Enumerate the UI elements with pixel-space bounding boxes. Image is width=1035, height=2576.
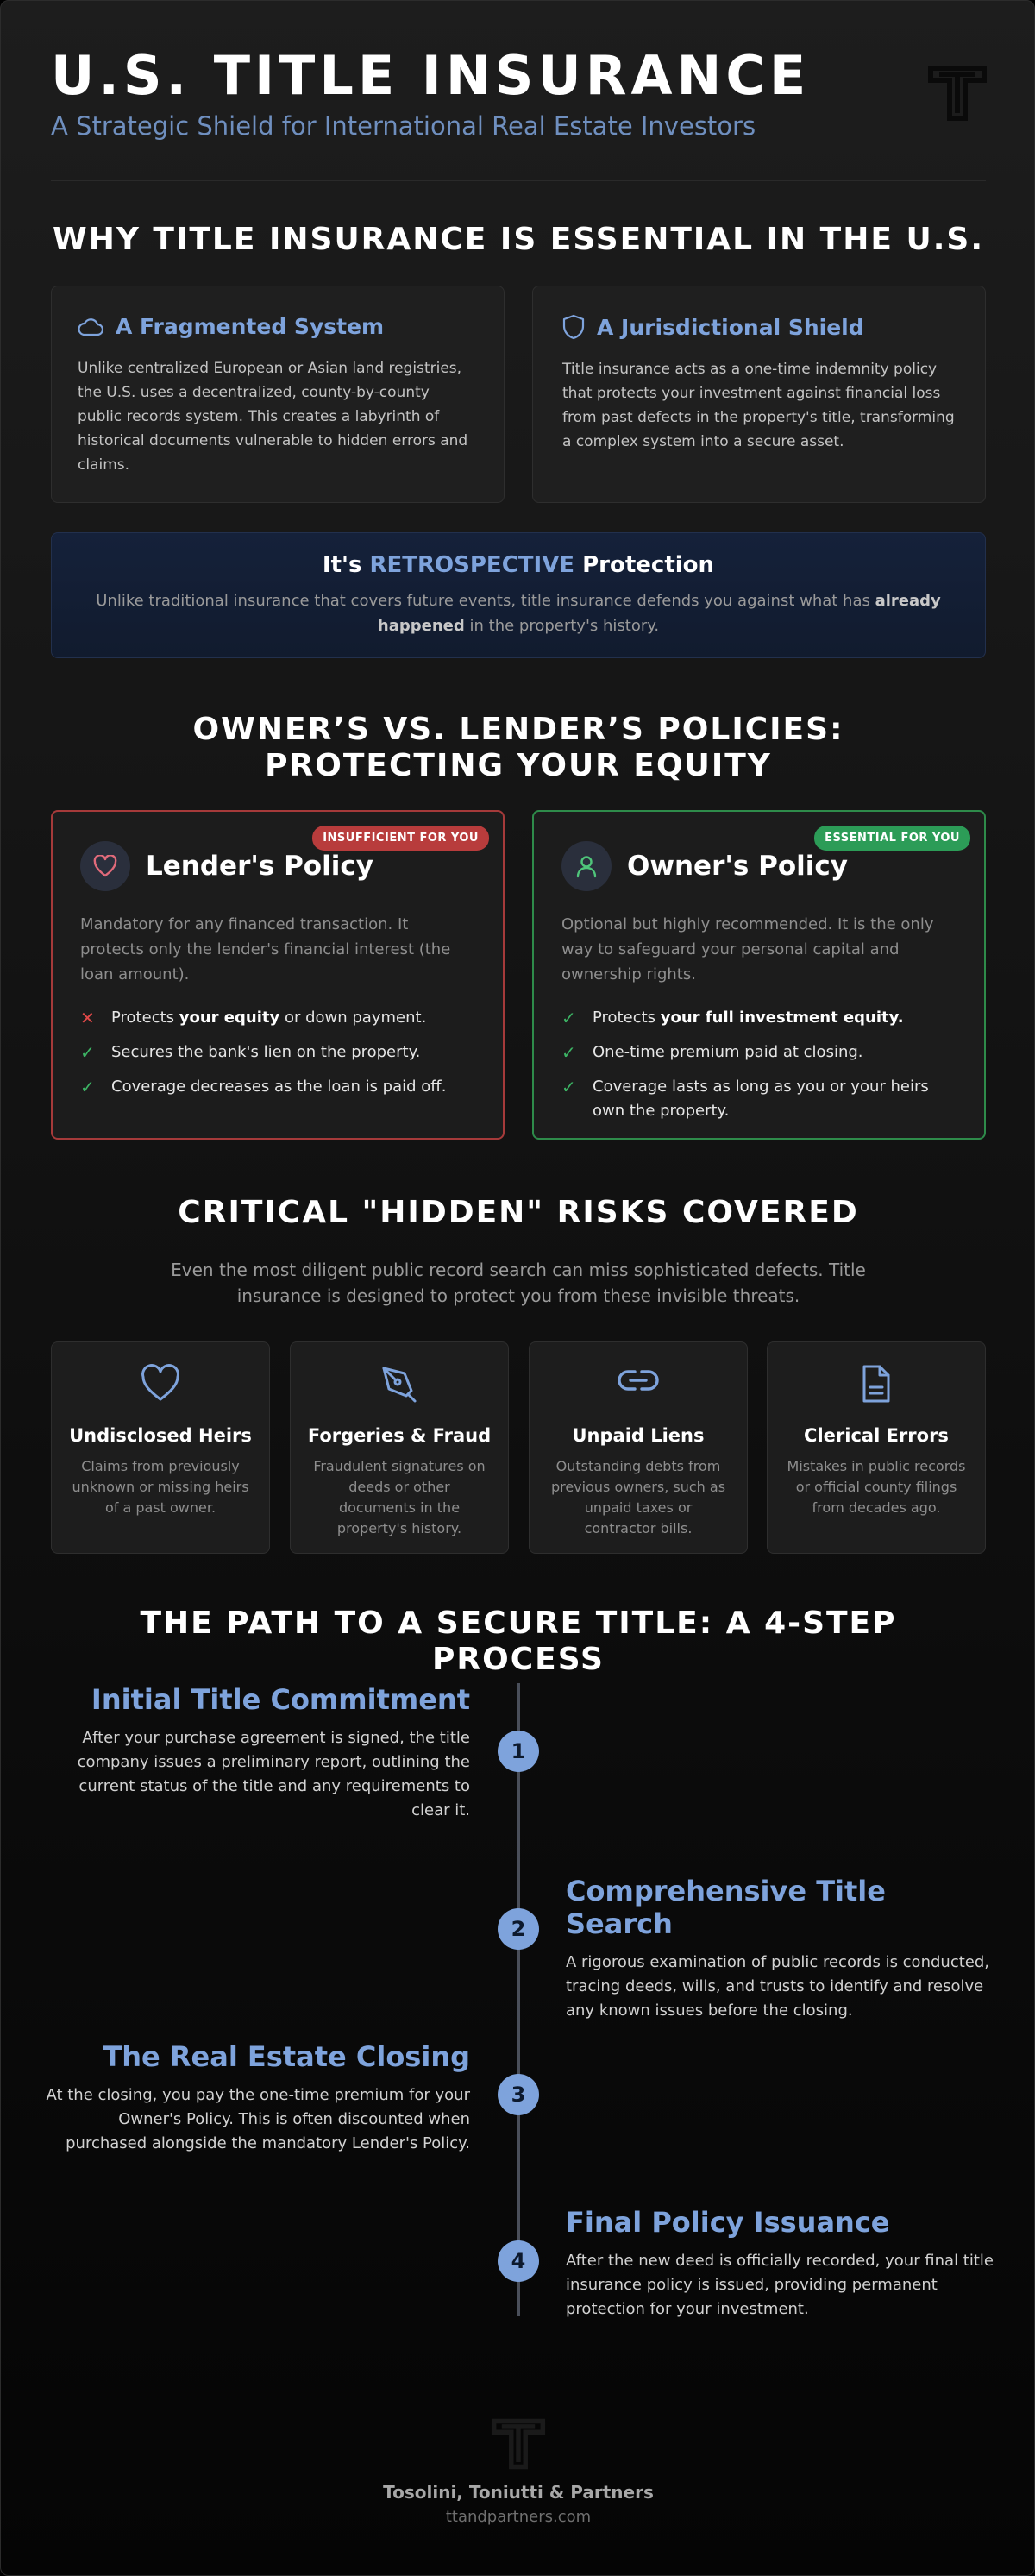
risk-title: Unpaid Liens xyxy=(572,1425,705,1446)
risk-text: Claims from previously unknown or missing heirs of a past owner. xyxy=(72,1458,249,1516)
step-3 xyxy=(41,2040,470,2156)
tt-monogram-logo xyxy=(927,63,988,123)
callout-text: Unlike traditional insurance that covers future events, title insurance defends you against what has already happened in the property's history. xyxy=(96,592,941,635)
step-text: After the new deed is officially recorded, your final title insurance policy is issued, providing permanent protection for your investment. xyxy=(566,2252,994,2318)
card-title: A Jurisdictional Shield xyxy=(597,314,864,340)
risk-card-liens xyxy=(529,1341,748,1554)
owner-feature-list xyxy=(561,1006,957,1123)
card-jurisdictional-shield xyxy=(532,286,986,503)
step-number-3: 3 xyxy=(498,2074,539,2115)
divider xyxy=(51,180,986,181)
step-number-2: 2 xyxy=(498,1908,539,1950)
pen-nib-icon xyxy=(379,1363,420,1404)
x-icon: ✕ xyxy=(80,1008,95,1028)
lender-policy-card xyxy=(51,810,505,1140)
list-item: ✕ Protects your equity or down payment. xyxy=(80,1008,427,1028)
step-number-1: 1 xyxy=(498,1731,539,1772)
card-text: Title insurance acts as a one-time indemnity policy that protects your investment against financial loss from past defects in the property's title, transforming a complex system into a secure asset. xyxy=(562,361,955,450)
step-text: At the closing, you pay the one-time premium for your Owner's Policy. This is often discounted when purchased alongside the mandatory Lender's Policy. xyxy=(46,2086,470,2152)
heart-icon xyxy=(80,841,130,891)
step-title: Initial Title Commitment xyxy=(91,1683,470,1716)
list-item: ✓ One-time premium paid at closing. xyxy=(561,1042,863,1063)
step-1 xyxy=(41,1683,470,1823)
header xyxy=(51,44,988,182)
step-title: The Real Estate Closing xyxy=(103,2040,470,2073)
check-icon: ✓ xyxy=(80,1077,95,1097)
check-icon: ✓ xyxy=(80,1042,95,1063)
risk-text: Fraudulent signatures on deeds or other documents in the property's history. xyxy=(313,1458,486,1536)
list-item: ✓ Coverage decreases as the loan is paid off. xyxy=(80,1077,447,1097)
timeline-line xyxy=(518,1683,520,2316)
section-title-policies: OWNER’S VS. LENDER’S POLICIES: PROTECTING YOUR EQUITY xyxy=(192,712,844,783)
risk-card-forgeries xyxy=(290,1341,509,1554)
retrospective-callout xyxy=(51,532,986,658)
owner-policy-card xyxy=(532,810,986,1140)
list-item: ✓ Secures the bank's lien on the property. xyxy=(80,1042,421,1063)
section-title-process: THE PATH TO A SECURE TITLE: A 4-STEP PROCESS xyxy=(140,1605,897,1677)
page-title: U.S. TITLE INSURANCE xyxy=(51,44,811,107)
risk-text: Outstanding debts from previous owners, such as unpaid taxes or contractor bills. xyxy=(550,1458,726,1536)
step-text: After your purchase agreement is signed, the title company issues a preliminary report, outlining the current status of the title and any requirements to clear it. xyxy=(77,1729,470,1819)
check-icon: ✓ xyxy=(561,1008,576,1028)
risks-intro: Even the most diligent public record search can miss sophisticated defects. Title insurance is designed to protect you from these invisible threats. xyxy=(171,1260,866,1306)
step-number-4: 4 xyxy=(498,2240,539,2282)
company-website-link[interactable]: ttandpartners.com xyxy=(445,2508,592,2526)
company-name: Tosolini, Toniutti & Partners xyxy=(383,2482,654,2503)
risk-text: Mistakes in public records or official county filings from decades ago. xyxy=(787,1458,966,1516)
step-text: A rigorous examination of public records is conducted, tracing deeds, wills, and trusts to identify and resolve any known issues before the closing. xyxy=(566,1953,989,2020)
check-icon: ✓ xyxy=(561,1042,576,1063)
step-2 xyxy=(566,1875,995,2023)
policy-description: Optional but highly recommended. It is the only way to safeguard your personal capital and ownership rights. xyxy=(561,915,934,983)
risk-card-clerical xyxy=(767,1341,986,1554)
card-text: Unlike centralized European or Asian land registries, the U.S. uses a decentralized, county-by-county public records system. This creates a labyrinth of historical documents vulnerable to hidden errors and claims. xyxy=(78,360,468,474)
check-icon: ✓ xyxy=(561,1077,576,1097)
step-title: Final Policy Issuance xyxy=(566,2206,890,2239)
step-4 xyxy=(566,2206,995,2322)
user-icon xyxy=(561,841,612,891)
section-title-why: WHY TITLE INSURANCE IS ESSENTIAL IN THE U.S. xyxy=(52,222,985,257)
section-title-risks: CRITICAL "HIDDEN" RISKS COVERED xyxy=(178,1195,859,1230)
link-icon xyxy=(616,1363,661,1398)
risk-title: Undisclosed Heirs xyxy=(69,1425,252,1446)
risk-card-heirs xyxy=(51,1341,270,1554)
step-title: Comprehensive Title Search xyxy=(566,1875,886,1940)
document-icon xyxy=(859,1363,894,1404)
policy-title: Lender's Policy xyxy=(146,851,373,882)
risk-title: Forgeries & Fraud xyxy=(307,1425,492,1446)
card-fragmented-system xyxy=(51,286,505,503)
risk-title: Clerical Errors xyxy=(804,1425,949,1446)
card-title: A Fragmented System xyxy=(116,314,385,339)
tt-monogram-logo xyxy=(491,2416,546,2472)
callout-title: It's RETROSPECTIVE Protection xyxy=(322,552,715,578)
policy-description: Mandatory for any financed transaction. It protects only the lender's financial interest (the loan amount). xyxy=(80,915,451,983)
list-item: ✓ Protects your full investment equity. xyxy=(561,1008,904,1028)
essential-badge: ESSENTIAL FOR YOU xyxy=(814,826,970,851)
insufficient-badge: INSUFFICIENT FOR YOU xyxy=(312,826,489,851)
policy-title: Owner's Policy xyxy=(627,851,848,882)
list-item: ✓ Coverage lasts as long as you or your heirs own the property. xyxy=(561,1077,929,1120)
shield-icon xyxy=(562,314,585,340)
page-subtitle: A Strategic Shield for International Real Estate Investors xyxy=(51,111,756,141)
heart-outline-icon xyxy=(140,1363,181,1403)
cloud-icon xyxy=(78,316,104,338)
lender-feature-list xyxy=(80,1006,475,1099)
